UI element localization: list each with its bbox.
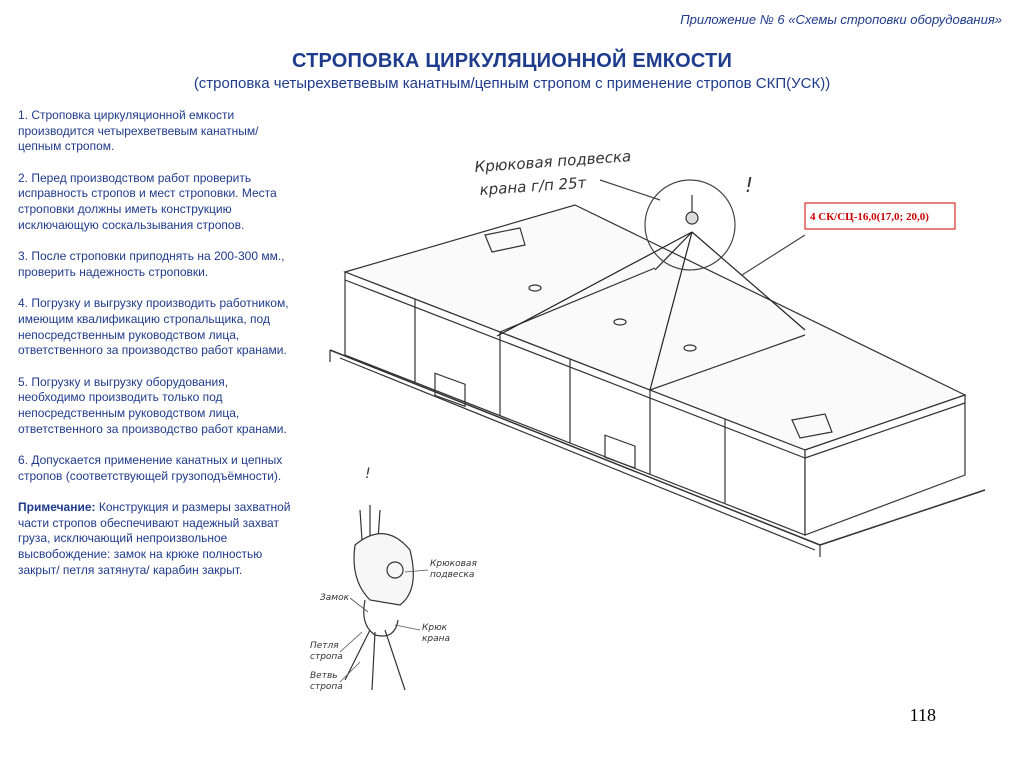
note-label: Примечание: <box>18 500 96 515</box>
instruction-2: 2. Перед производством работ проверить исправность стропов и мест строповки. Места строповки должны иметь конструкцию исключающую соскальзывания стропов. <box>18 170 277 232</box>
detail-sling-loop-label2: стропа <box>310 652 343 662</box>
instruction-5: 5. Погрузку и выгрузку оборудования, необходимо производить только под непосредственным руководством лица, ответственного за производство работ кранами. <box>18 374 287 436</box>
page-title: СТРОПОВКА ЦИРКУЛЯЦИОННОЙ ЕМКОСТИ <box>291 50 733 72</box>
detail-sling-leg-label2: стропа <box>310 682 343 692</box>
instruction-1: 1. Строповка циркуляционной емкости производится четырехветвевым канатным/цепным стропом. <box>18 108 259 154</box>
page-number: 118 <box>909 705 936 725</box>
hook-detail-circle <box>645 180 735 270</box>
detail-lock-label: Замок <box>320 593 350 603</box>
detail-crane-hook-label2: крана <box>422 634 451 644</box>
sling-spec-text: 4 СК/СЦ-16,0(17,0; 20,0) <box>810 211 929 223</box>
instruction-3: 3. После строповки приподнять на 200-300 мм., проверить надежность строповки. <box>18 249 285 279</box>
page-subtitle: (строповка четырехветвевым канатным/цепным стропом с применение стропов СКП(УСК)) <box>193 75 831 92</box>
hook-label-line1: Крюковая подвеска <box>474 147 632 176</box>
note-text: Конструкция и размеры захватной части стропов обеспечивают надежный захват груза, исключающий непроизвольное высвобождение: замок на крюке полностью закрыт/ петля затянута/ карабин закрыт. <box>18 500 291 577</box>
instruction-6: 6. Допускается применение канатных и цепных стропов (соответствующей грузоподъёмности). <box>18 453 283 483</box>
detail-crane-hook-label1: Крюк <box>422 623 448 633</box>
detail-hook-block-label2: подвеска <box>430 570 475 580</box>
appendix-header: Приложение № 6 «Схемы строповки оборудования» <box>680 12 1002 27</box>
detail-warning-mark: ! <box>365 466 371 482</box>
detail-sling-leg-label1: Ветвь <box>310 671 338 681</box>
detail-hook-block-label1: Крюковая <box>430 559 477 569</box>
instruction-4: 4. Погрузку и выгрузку производить работником, имеющим квалификацию стропальщика, под непосредственным руководством лица, ответственного за производство работ кранами. <box>18 296 289 358</box>
warning-mark: ! <box>745 173 754 197</box>
hook-label-line2: крана г/п 25т <box>479 173 587 199</box>
hook-detail-sketch <box>345 505 413 690</box>
detail-sling-loop-label1: Петля <box>310 641 339 651</box>
